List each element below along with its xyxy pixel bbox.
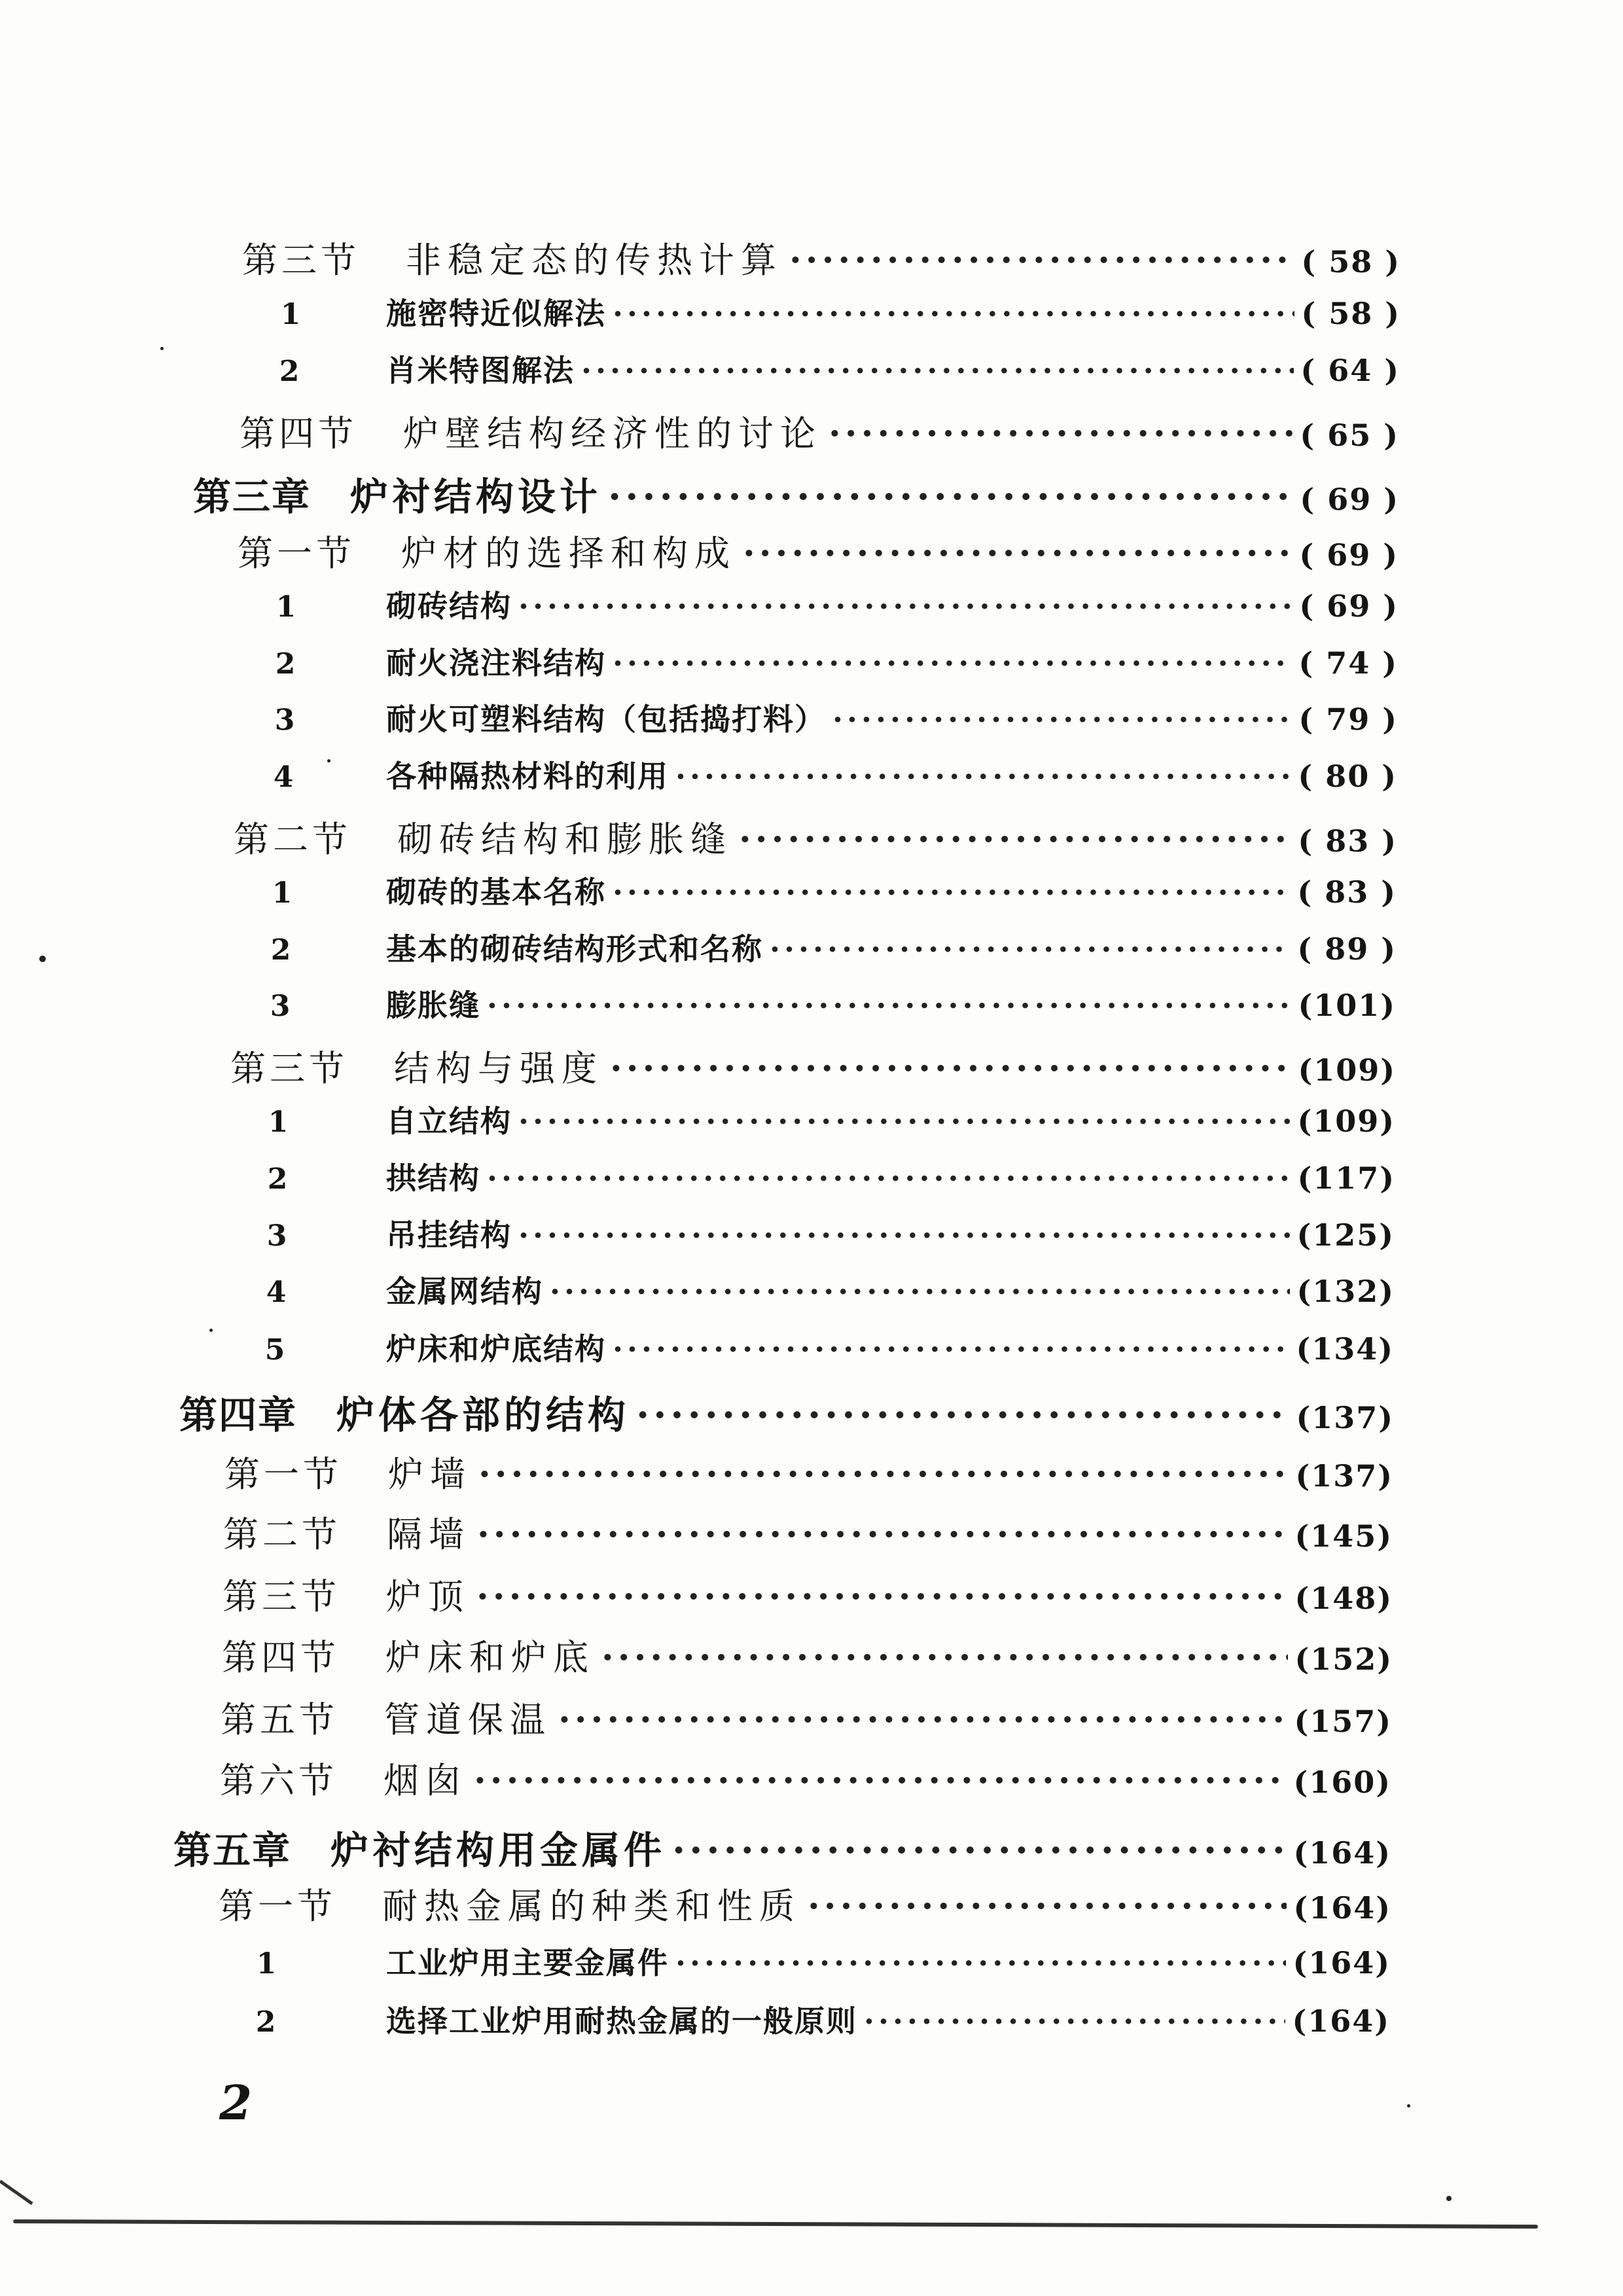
toc-entry-section	[223, 1507, 1393, 1557]
toc-entry-chapter	[193, 466, 1399, 521]
toc-entry-page: (164)	[1293, 1945, 1391, 1981]
toc-entry-section	[242, 232, 1400, 283]
toc-entry-item	[235, 1155, 1395, 1198]
toc-entry-title: 基本的砌砖结构形式和名称	[386, 931, 763, 967]
dot-leader	[474, 1759, 1287, 1801]
dot-leader	[487, 988, 1291, 1023]
toc-entry-label: 5	[264, 1333, 285, 1367]
toc-entry-item	[234, 1268, 1395, 1311]
toc-entry-title: 金属网结构	[386, 1274, 543, 1309]
toc-entry-title: 非稳定态的传热计算	[406, 240, 783, 281]
scan-speck	[1446, 2196, 1452, 2201]
toc-entry-page: (125)	[1296, 1217, 1395, 1253]
toc-entry-title: 砌砖的基本名称	[386, 874, 606, 910]
page-number: 2	[219, 2075, 253, 2130]
toc-entry-page: ( 83 )	[1297, 874, 1397, 910]
toc-entry-label: 第三节	[230, 1048, 348, 1089]
toc-entry-title: 各种隔热材料的利用	[386, 759, 669, 794]
toc-entry-page: ( 58 )	[1301, 244, 1400, 279]
toc-entry-page: ( 64 )	[1300, 353, 1400, 388]
scan-speck	[209, 1329, 213, 1332]
toc-entry-page: (160)	[1293, 1765, 1391, 1800]
toc-entry-page: (137)	[1295, 1458, 1393, 1494]
dot-leader	[613, 1331, 1289, 1367]
toc-entry-title: 耐热金属的种类和性质	[382, 1886, 801, 1927]
dot-leader	[864, 2003, 1285, 2039]
toc-entry-label: 2	[279, 355, 300, 388]
toc-entry-item	[248, 290, 1400, 333]
toc-entry-section	[222, 1630, 1393, 1680]
toc-entry-item	[238, 925, 1397, 969]
toc-entry-item	[238, 982, 1396, 1025]
toc-entry-label: 3	[270, 990, 291, 1023]
toc-entry-label: 第六节	[220, 1760, 338, 1801]
toc-entry-title: 耐火浇注料结构	[386, 645, 606, 681]
toc-entry-title: 自立结构	[386, 1103, 512, 1139]
toc-entry-item	[247, 347, 1400, 390]
toc-entry-item	[234, 1211, 1395, 1255]
toc-entry-page: ( 80 )	[1298, 759, 1397, 794]
dot-leader	[608, 475, 1293, 519]
dot-leader	[808, 1885, 1287, 1927]
toc-entry-section	[224, 1446, 1393, 1497]
dot-leader	[613, 874, 1291, 910]
dot-leader	[613, 296, 1294, 331]
toc-entry-section	[238, 526, 1399, 576]
toc-entry-item	[224, 1939, 1391, 1982]
toc-entry-label: 第三节	[242, 240, 360, 281]
toc-entry-label: 第五章	[173, 1828, 292, 1873]
toc-entry-label: 1	[268, 1105, 289, 1139]
toc-entry-title: 肖米特图解法	[386, 353, 575, 388]
dot-leader	[789, 239, 1294, 281]
toc-entry-page: (137)	[1296, 1400, 1394, 1435]
toc-entry-label: 第五节	[221, 1699, 338, 1740]
toc-entry-title: 施密特近似解法	[386, 296, 606, 331]
toc-entry-label: 1	[280, 298, 301, 331]
dot-leader	[770, 931, 1291, 967]
toc-entry-page: (164)	[1292, 2003, 1390, 2039]
toc-entry-chapter	[179, 1384, 1394, 1439]
toc-entry-title: 炉床和炉底结构	[386, 1331, 606, 1367]
scan-speck	[327, 759, 330, 762]
toc-entry-title: 炉材的选择和构成	[401, 533, 736, 574]
scan-speck	[1407, 2104, 1410, 2108]
toc-entry-title: 炉墙	[388, 1454, 472, 1495]
toc-entry-label: 第三章	[193, 475, 312, 519]
toc-entry-item	[241, 753, 1397, 796]
toc-entry-label: 第二节	[223, 1514, 341, 1555]
toc-entry-title: 炉体各部的结构	[336, 1393, 630, 1437]
toc-entry-label: 4	[273, 761, 294, 794]
toc-entry-label: 第四节	[222, 1637, 340, 1678]
toc-entry-section	[230, 1041, 1396, 1091]
toc-entry-page: (164)	[1293, 1890, 1391, 1926]
dot-leader	[477, 1513, 1288, 1555]
toc-entry-page: (145)	[1294, 1518, 1393, 1554]
dot-leader	[613, 645, 1292, 681]
dot-leader	[739, 818, 1291, 860]
dot-leader	[601, 1636, 1288, 1678]
toc-entry-label: 4	[266, 1276, 287, 1309]
toc-entry-title: 耐火可塑料结构（包括捣打料）	[386, 702, 826, 737]
toc-entry-section	[223, 1569, 1393, 1619]
toc-entry-title: 炉壁结构经济性的讨论	[403, 413, 822, 454]
toc-entry-page: (164)	[1293, 1835, 1391, 1871]
dot-leader	[610, 1047, 1291, 1089]
toc-entry-title: 炉顶	[386, 1576, 470, 1617]
toc-entry-page: ( 69 )	[1299, 537, 1399, 573]
dot-leader	[581, 353, 1294, 388]
toc-entry-label: 1	[276, 590, 296, 624]
toc-entry-title: 炉床和炉底	[385, 1637, 595, 1678]
toc-entry-item	[242, 696, 1398, 739]
toc-entry-title: 膨胀缝	[386, 988, 480, 1023]
toc-entry-label: 第一节	[238, 533, 355, 574]
toc-entry-item	[232, 1325, 1394, 1369]
toc-entry-title: 工业炉用主要金属件	[386, 1945, 669, 1981]
toc-entry-label: 第四章	[179, 1393, 298, 1437]
toc-entry-item	[243, 583, 1399, 626]
dot-leader	[672, 1828, 1287, 1873]
toc-entry-title: 炉衬结构用金属件	[330, 1828, 666, 1873]
toc-entry-label: 第四节	[240, 413, 357, 454]
toc-entry-page: (134)	[1296, 1331, 1394, 1367]
toc-entry-label: 第一节	[224, 1454, 342, 1495]
toc-entry-page: ( 79 )	[1298, 702, 1398, 737]
toc-entry-title: 烟囱	[383, 1760, 467, 1801]
toc-entry-label: 2	[267, 1162, 288, 1196]
toc-entry-page: ( 83 )	[1298, 823, 1397, 859]
toc-entry-label: 2	[255, 2005, 276, 2039]
toc-entry-label: 1	[256, 1947, 277, 1981]
toc-entry-section	[219, 1878, 1391, 1929]
dot-leader	[636, 1393, 1289, 1437]
dot-leader	[518, 1217, 1290, 1253]
toc-entry-section	[234, 812, 1397, 862]
toc-entry-item	[236, 1098, 1395, 1141]
toc-entry-page: (101)	[1298, 988, 1396, 1023]
scan-speck	[39, 956, 46, 962]
toc-entry-title: 结构与强度	[394, 1048, 603, 1089]
dot-leader	[487, 1160, 1291, 1196]
dot-leader	[675, 759, 1291, 794]
toc-entry-chapter	[173, 1820, 1391, 1874]
toc-entry-page: ( 89 )	[1297, 931, 1397, 967]
dot-leader	[518, 1103, 1291, 1139]
toc-entry-page: (132)	[1296, 1274, 1395, 1309]
toc-entry-title: 拱结构	[386, 1160, 480, 1196]
toc-entry-item	[223, 1998, 1390, 2041]
dot-leader	[478, 1453, 1289, 1495]
toc-entry-label: 3	[274, 704, 295, 737]
toc-entry-page: ( 74 )	[1298, 645, 1398, 681]
toc-entry-title: 砌砖结构和膨胀缝	[397, 819, 732, 860]
toc-entry-title: 选择工业炉用耐热金属的一般原则	[386, 2003, 857, 2039]
dot-leader	[558, 1698, 1287, 1740]
dot-leader	[829, 412, 1293, 454]
dot-leader	[832, 702, 1292, 737]
toc-entry-page: (152)	[1294, 1641, 1393, 1677]
dot-leader	[518, 588, 1293, 624]
toc-entry-label: 3	[266, 1219, 287, 1253]
toc-entry-title: 隔墙	[387, 1514, 471, 1555]
toc-entry-page: (117)	[1297, 1160, 1395, 1196]
toc-entry-title: 管道保温	[384, 1699, 552, 1740]
toc-entry-page: ( 69 )	[1299, 588, 1399, 624]
toc-entry-page: (109)	[1298, 1052, 1396, 1088]
toc-entry-label: 第二节	[234, 819, 351, 860]
dot-leader	[476, 1575, 1288, 1617]
toc-entry-label: 第三节	[223, 1576, 340, 1617]
toc-entry-page: ( 65 )	[1300, 418, 1399, 453]
toc-entry-page: ( 58 )	[1301, 296, 1400, 331]
toc-entry-page: ( 69 )	[1300, 482, 1399, 517]
toc-entry-title: 砌砖结构	[386, 588, 512, 624]
toc-entry-label: 2	[270, 933, 291, 967]
toc-entry-label: 第一节	[219, 1886, 336, 1927]
dot-leader	[550, 1274, 1290, 1309]
toc-entry-section	[220, 1753, 1391, 1803]
toc-entry-page: (157)	[1294, 1704, 1392, 1739]
toc-entry-title: 炉衬结构设计	[350, 475, 602, 519]
toc-entry-item	[243, 639, 1398, 683]
toc-entry-title: 吊挂结构	[386, 1217, 512, 1253]
scan-speck	[160, 347, 164, 350]
toc-entry-label: 2	[275, 647, 296, 681]
toc-entry-section	[221, 1692, 1392, 1742]
toc-entry-page: (109)	[1297, 1103, 1395, 1139]
dot-leader	[675, 1945, 1286, 1981]
toc-entry-item	[240, 869, 1397, 912]
dot-leader	[743, 532, 1293, 574]
toc-entry-section	[240, 406, 1399, 456]
toc-entry-label: 1	[272, 876, 293, 910]
toc-entry-page: (148)	[1294, 1581, 1393, 1616]
